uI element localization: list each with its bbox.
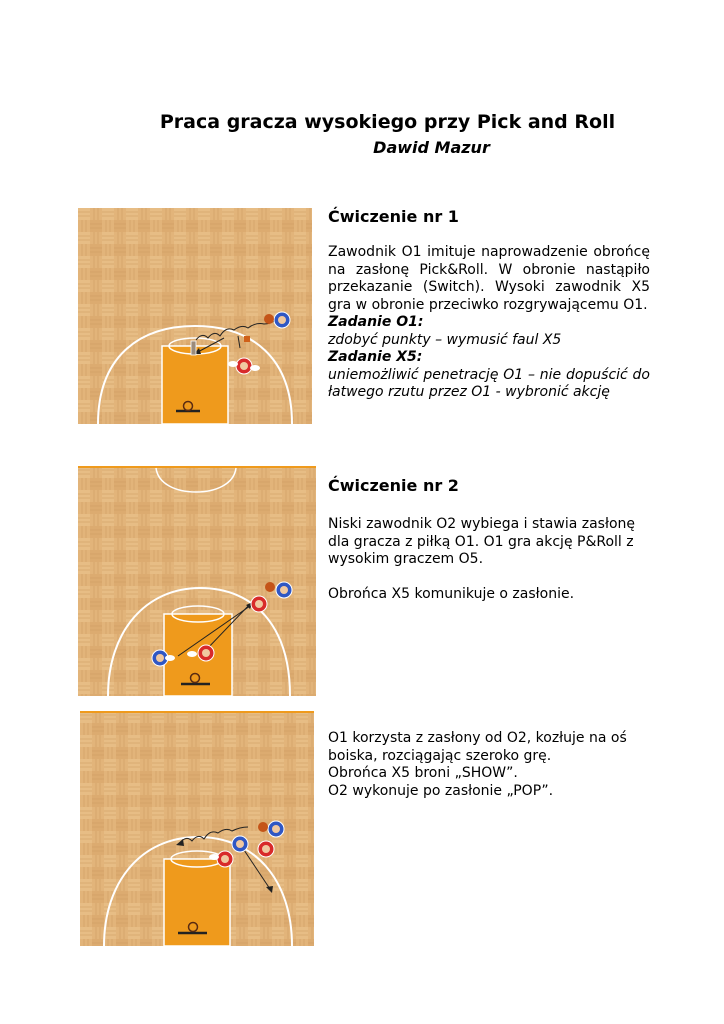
exercise1-task-x5-text: uniemożliwić penetrację O1 – nie dopuścić do łatwego rzutu przez O1 - wybronić akcję [328,366,650,400]
author-name: Dawid Mazur [373,138,490,157]
exercise3-text [328,730,650,800]
exercise2-paragraph2: Obrońca X5 komunikuje o zasłonie. [328,586,575,602]
screen-marker [191,341,196,355]
exercise3-line2: Obrońca X5 broni „SHOW”. [328,765,518,781]
court-diagram-3 [80,711,314,946]
exercise3-line3: O2 wykonuje po zasłonie „POP”. [328,782,554,799]
exercise2-paragraph1: Niski zawodnik O2 wybiega i stawia zasłonę dla gracza z piłką O1. O1 gra akcję P&Roll z wysokim graczem O5. [328,516,635,567]
exercise1-task-x5-label: Zadanie X5: [328,349,423,365]
player-x1-defense [258,841,274,857]
court-diagram-2 [78,466,316,696]
exercise1-text [328,244,650,402]
exercise1-title: Ćwiczenie nr 1 [328,207,459,226]
page-title: Praca gracza wysokiego przy Pick and Roll [159,111,616,133]
player-o2-offense [232,836,248,852]
court-diagram-1 [78,208,312,424]
exercise1-task-o1-label: Zadanie O1: [328,314,424,330]
player-x1-defense [251,596,267,612]
exercise1-task-o1-text: zdobyć punkty – wymusić faul X5 [328,331,562,348]
exercise1-paragraph: Zawodnik O1 imituje naprowadzenie obrońcę na zasłonę Pick&Roll. W obronie nastąpiło przekazanie (Switch). Wysoki zawodnik X5 gra w obronie przeciwko rozgrywającemu O1. [328,244,650,313]
exercise2-text [328,516,650,604]
paint-area [162,346,228,424]
exercise2-title: Ćwiczenie nr 2 [328,476,459,495]
exercise3-line1: O1 korzysta z zasłony od O2, kozłuje na oś boiska, rozciągając szeroko grę. [328,730,627,764]
